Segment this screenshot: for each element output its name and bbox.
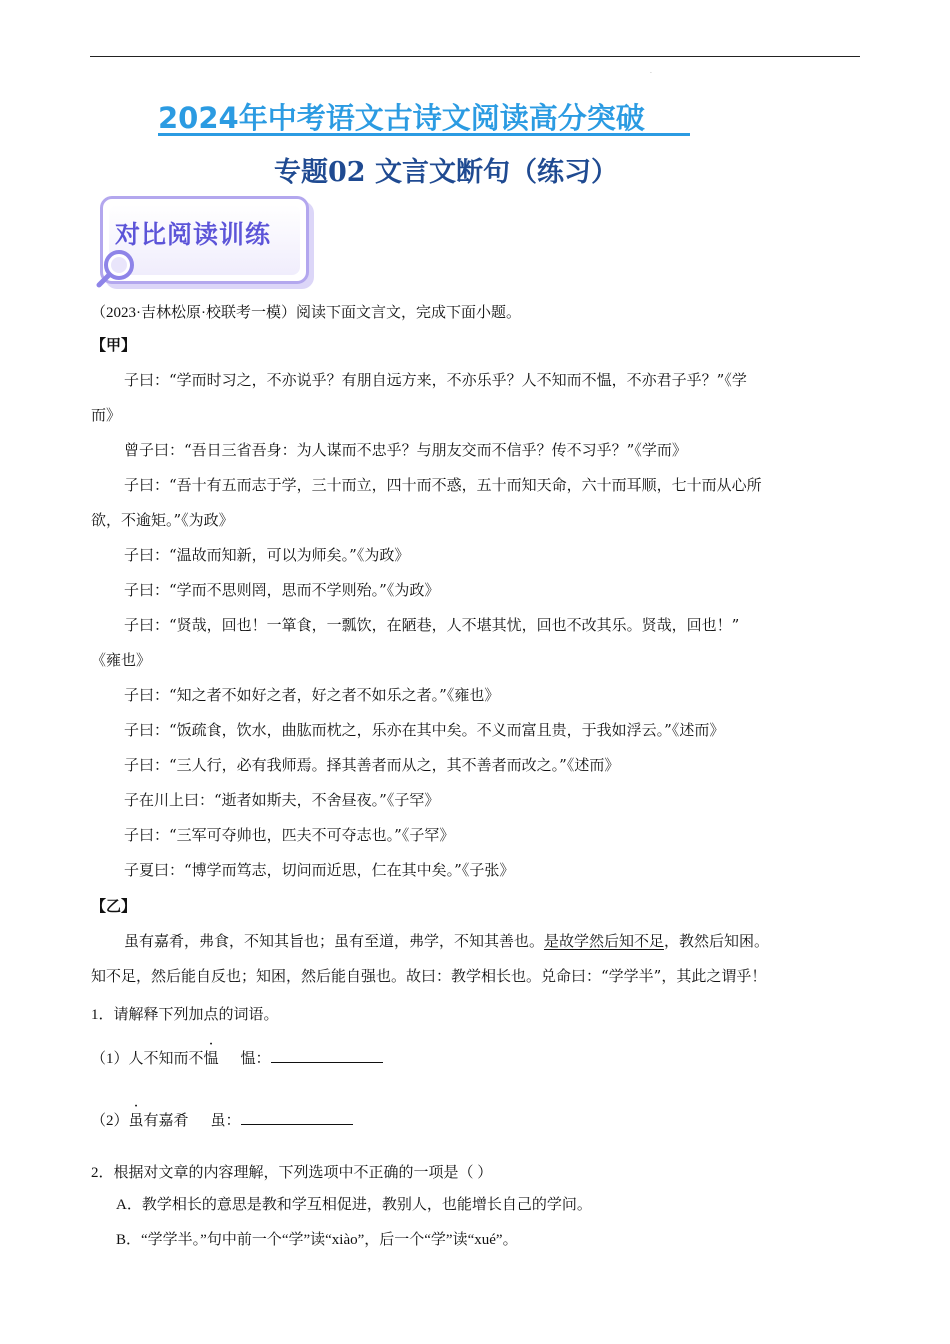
question-intro: （2023·吉林松原·校联考一模）阅读下面文言文，完成下面小题。	[91, 305, 521, 321]
passage-line: 子曰：“饭疏食，饮水，曲肱而枕之，乐亦在其中矣。不义而富且贵，于我如浮云。”《述而》	[124, 721, 725, 739]
section-badge	[100, 196, 309, 284]
term-label: 愠：	[240, 1051, 271, 1067]
passage-b	[91, 924, 861, 994]
passage-line: 知不足，然后能自反也；知困，然后能自强也。故曰：教学相长也。兑命曰：“学学半”，其此之谓乎！	[91, 967, 767, 985]
underlined-sentence: 是故学然后知不足	[544, 932, 665, 950]
term-label: 虽：	[210, 1113, 241, 1129]
passage-line: 曾子曰：“吾日三省吾身：为人谋而不忠乎？与朋友交而不信乎？传不习乎？”《学而》	[124, 441, 687, 459]
passage-text: ，教然后知困。	[664, 932, 770, 950]
document-body	[91, 300, 861, 1258]
passage-line: 子曰：“温故而知新，可以为师矣。”《为政》	[124, 546, 410, 564]
passage-line: 子曰：“学而不思则罔，思而不学则殆。”《为政》	[124, 581, 440, 599]
answer-blank[interactable]	[241, 1124, 353, 1125]
sub-title: 专题02 文言文断句（练习）	[274, 157, 618, 188]
passage-line: 子曰：“吾十有五而志于学，三十而立，四十而不惑，五十而知天命，六十而耳顺，七十而从心所	[124, 476, 762, 494]
page-mark: ·	[650, 70, 652, 77]
passage-line: 子曰：“三军可夺帅也，匹夫不可夺志也。”《子罕》	[124, 826, 455, 844]
question-1: 1．请解释下列加点的词语。	[91, 1007, 279, 1023]
magnifier-icon	[95, 247, 139, 291]
item-text: （1）人不知而不	[91, 1051, 204, 1067]
passage-line: 《雍也》	[91, 651, 152, 669]
passage-line: 子曰：“贤哉，回也！一箪食，一瓢饮，在陋巷，人不堪其忧，回也不改其乐。贤哉，回也！”	[124, 616, 740, 634]
passage-line: 子曰：“三人行，必有我师焉。择其善者而从之，其不善者而改之。”《述而》	[124, 756, 620, 774]
passage-line: 子夏曰：“博学而笃志，切问而近思，仁在其中矣。”《子张》	[124, 861, 515, 879]
main-title-underline	[158, 133, 690, 136]
passage-line: 子在川上曰：“逝者如斯夫，不舍昼夜。”《子罕》	[124, 791, 440, 809]
answer-blank[interactable]	[271, 1062, 383, 1063]
passage-line: 子曰：“知之者不如好之者，好之者不如乐之者。”《雍也》	[124, 686, 500, 704]
question-1-item-1	[91, 1044, 861, 1074]
passage-line	[91, 924, 861, 959]
passage-line: 子曰：“学而时习之，不亦说乎？有朋自远方来，不亦乐乎？人不知而不愠，不亦君子乎？”《学	[124, 371, 747, 389]
passage-b-label: 【乙】	[91, 897, 137, 915]
main-title: 2024年中考语文古诗文阅读高分突破	[158, 101, 645, 135]
passage-line: 欲，不逾矩。”《为政》	[91, 511, 234, 529]
item-text: （2）	[91, 1113, 129, 1129]
option-a[interactable]: A．教学相长的意思是教和学互相促进，教别人，也能增长自己的学问。	[116, 1197, 592, 1213]
question-2: 2．根据对文章的内容理解，下列选项中不正确的一项是（ ）	[91, 1165, 493, 1181]
passage-a	[91, 363, 861, 888]
dotted-character: 虽	[128, 1113, 144, 1129]
passage-line: 而》	[91, 406, 122, 424]
passage-text: 虽有嘉肴，弗食，不知其旨也；虽有至道，弗学，不知其善也。	[124, 932, 545, 950]
option-b[interactable]: B．“学学半。”句中前一个“学”读“xiào”，后一个“学”读“xué”。	[116, 1232, 518, 1248]
badge-label: 对比阅读训练	[115, 220, 272, 249]
header-rule	[90, 56, 860, 57]
item-text: 有嘉肴	[143, 1113, 189, 1129]
dotted-character: 愠	[203, 1051, 219, 1067]
question-1-item-2	[91, 1106, 861, 1136]
passage-a-label: 【甲】	[91, 336, 137, 354]
